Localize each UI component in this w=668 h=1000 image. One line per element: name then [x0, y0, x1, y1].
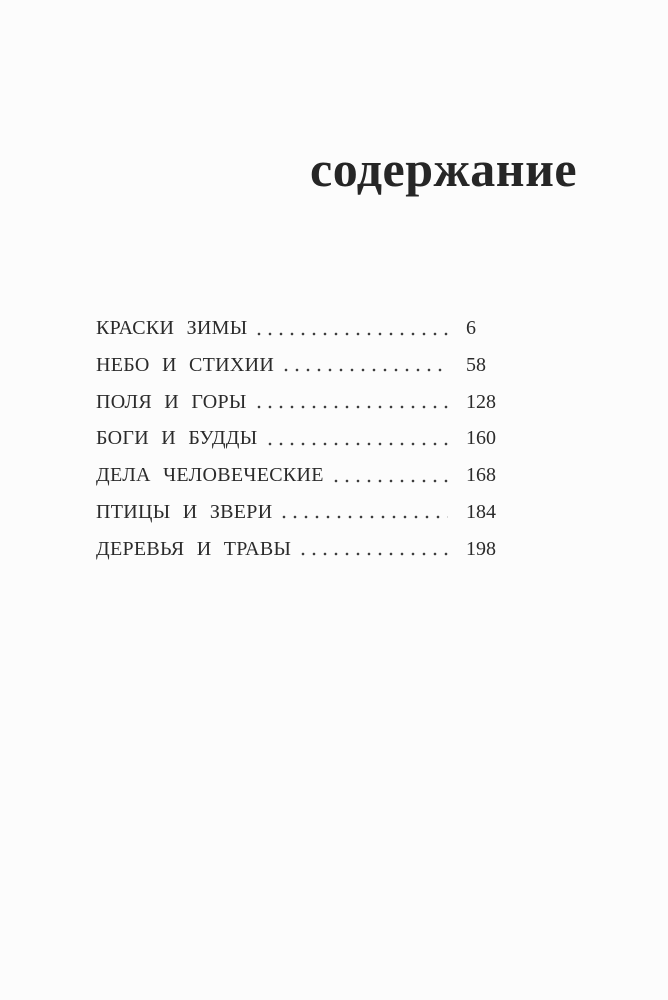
page-title: содержание	[310, 140, 578, 197]
toc-entry-main	[96, 502, 452, 539]
toc-entry-label: ДЕЛА ЧЕЛОВЕЧЕСКИЕ	[96, 464, 324, 487]
dot-leader	[274, 355, 452, 392]
toc-entry	[96, 318, 496, 355]
toc-entry-page-number: 160	[466, 427, 496, 450]
toc-entry	[96, 392, 496, 429]
dot-leader	[324, 465, 452, 502]
toc-entry-main	[96, 465, 452, 502]
toc-entry-label: КРАСКИ ЗИМЫ	[96, 317, 248, 339]
toc-entry-page-number: 6	[466, 317, 476, 339]
toc-entry-main	[96, 392, 452, 429]
dot-leader	[258, 428, 453, 465]
toc-entry	[96, 539, 496, 576]
toc-entry-label: ДЕРЕВЬЯ И ТРАВЫ	[96, 537, 292, 560]
toc-entry	[96, 428, 496, 465]
toc-entry-label: НЕБО И СТИХИИ	[96, 353, 275, 376]
toc-entry-main	[96, 355, 452, 392]
toc-entry-page-number: 168	[466, 464, 496, 487]
toc-entry	[96, 502, 496, 539]
toc-entry-main	[96, 318, 452, 355]
dot-leader	[291, 539, 452, 576]
toc-entry	[96, 465, 496, 502]
dot-leader	[247, 392, 452, 429]
toc-entry-page-number: 184	[466, 500, 496, 523]
toc-list	[96, 318, 496, 576]
dot-leader	[247, 318, 452, 355]
toc-entry-page-number: 58	[466, 353, 486, 376]
toc-entry-page-number: 198	[466, 537, 496, 560]
toc-entry-label: ПТИЦЫ И ЗВЕРИ	[96, 500, 273, 523]
toc-entry-main	[96, 428, 452, 465]
toc-entry-page-number: 128	[466, 390, 496, 413]
dot-leader	[272, 502, 452, 539]
toc-entry	[96, 355, 496, 392]
toc-entry-label: ПОЛЯ И ГОРЫ	[96, 390, 247, 413]
toc-entry-label: БОГИ И БУДДЫ	[96, 427, 258, 450]
toc-entry-main	[96, 539, 452, 576]
